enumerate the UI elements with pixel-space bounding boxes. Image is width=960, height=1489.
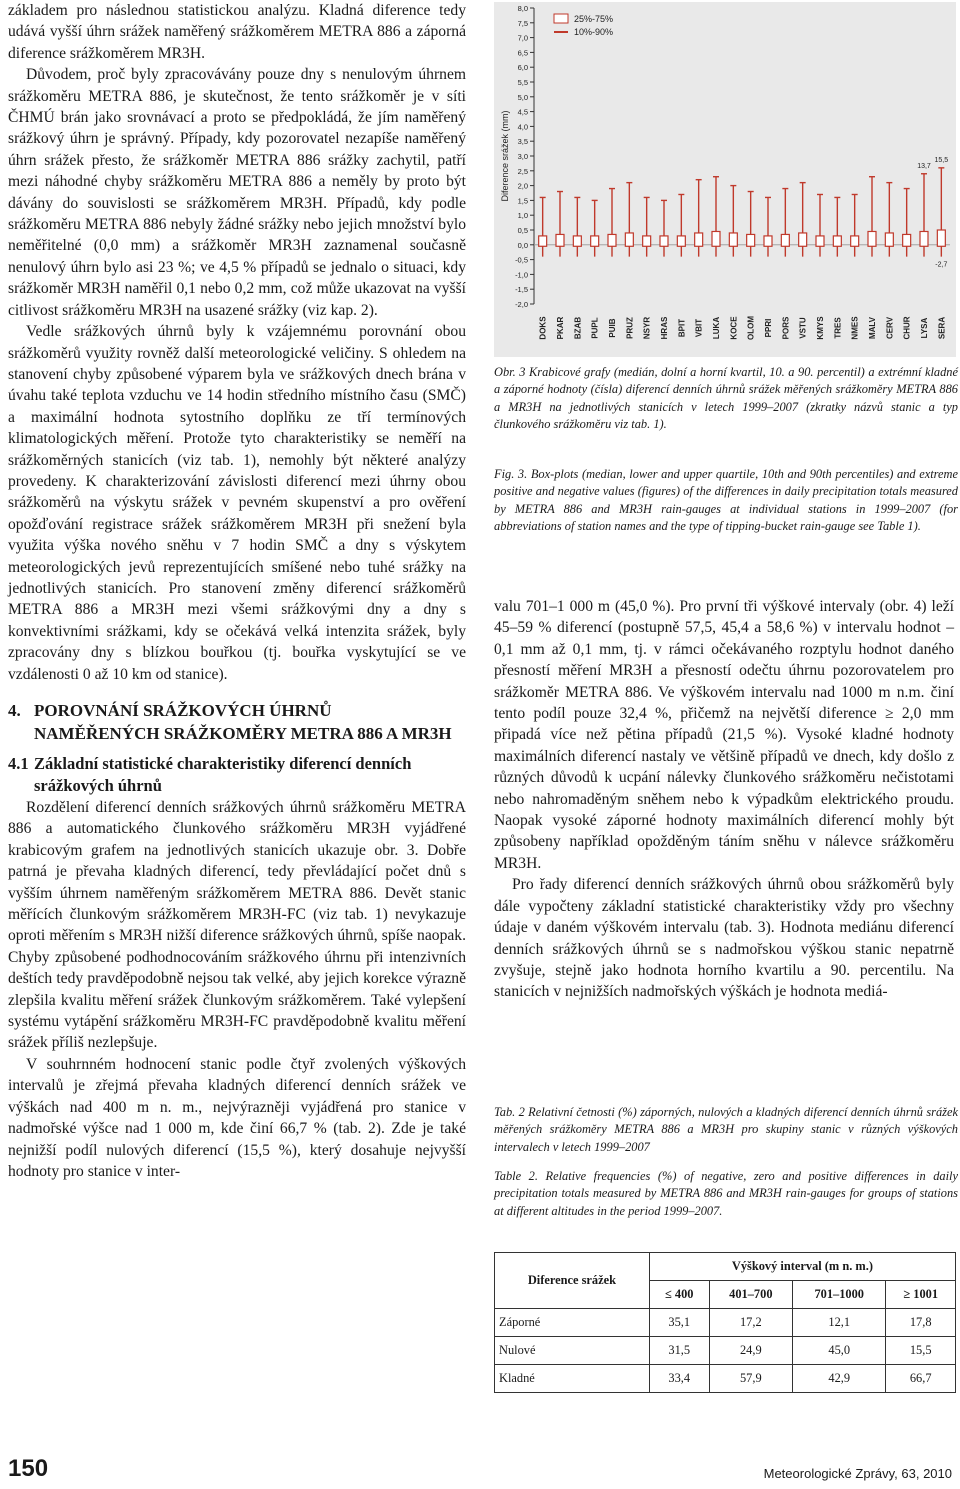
col-header: ≤ 400 <box>649 1281 709 1309</box>
col-header: 701–1000 <box>793 1281 886 1309</box>
section-number: 4. <box>8 701 21 720</box>
y-tick-label: -2,0 <box>515 300 528 309</box>
cell: 42,9 <box>793 1365 886 1393</box>
cell: 66,7 <box>886 1365 956 1393</box>
station-label: TRES <box>833 317 843 339</box>
figure-caption-en-text: Fig. 3. Box-plots (median, lower and upper quartile, 10th and 90th percentiles) and extreme positive and negative values (figures) of the differences in daily precipitation totals measured by METRA 886 and MR3H rain-gauges at individual stations in 1999–2007 (for abbreviations of station names and the type of tipping-bucket rain-gauge see Table 1). <box>494 467 958 534</box>
col-header: ≥ 1001 <box>886 1281 956 1309</box>
cell: 57,9 <box>709 1365 792 1393</box>
y-tick-label: 3,5 <box>517 137 528 147</box>
box <box>677 236 685 246</box>
y-tick-label: 1,5 <box>517 196 528 206</box>
y-tick-label: -1,0 <box>515 270 528 280</box>
box <box>729 233 737 246</box>
box <box>660 236 668 246</box>
box <box>764 236 772 246</box>
box <box>816 236 824 246</box>
y-tick-label: 5,5 <box>517 78 528 87</box>
y-tick-label: 1,0 <box>517 211 528 221</box>
min-value-label: -2,7 <box>935 261 948 269</box>
legend-label: 10%-90% <box>574 27 614 37</box>
y-tick-label: 4,5 <box>517 107 528 117</box>
station-label: BPIT <box>677 318 687 338</box>
y-tick-label: 3,0 <box>517 152 528 161</box>
right-column <box>494 596 954 1003</box>
figure-caption-en <box>494 466 958 536</box>
y-tick-label: 2,5 <box>517 166 528 176</box>
station-label: MALV <box>868 316 877 340</box>
box <box>643 236 651 246</box>
station-label: CERV <box>885 316 895 340</box>
y-axis-label: Diference srážek (mm) <box>500 110 510 202</box>
station-label: OLOM <box>746 316 756 340</box>
station-label: NMES <box>850 316 860 340</box>
box <box>695 233 703 246</box>
paragraph: valu 701–1 000 m (45,0 %). Pro první tři výškové intervaly (obr. 4) leží 45–59 % diferencí (postupně 57,5, 45,4 a 58,6 %) v intervalu hodnot –0,1 mm až 0,1 mm, tj. v rámci očekávaného rozptylu hodnot daného přesností měření MR3H a přesností odečtu úhrnu pozorovatelem pro srážkoměr METRA 886. Ve výškovém intervalu nad 1000 m n.m. činí tento podíl pouze 32,4 %, přičemž na největší diference ≥ 2,0 mm připadá více než pětina případů (21,5 %). Vysoké kladné hodnoty maximálních diferencí nastaly ve většině případů ve dnech, kdy došlo z různých důvodů k ucpání nálevky člunkového srážkoměru nečistotami nebo nahromaděným sněhem nebo k výpadkům elektrického proudu. Naopak vysoké záporné hodnoty maximálních diferencí mohly být způsobeny například opožděným táním sněhu v nálevce srážkoměru MR3H. <box>494 598 954 872</box>
box <box>747 234 755 246</box>
y-tick-label: 7,0 <box>517 33 528 43</box>
station-label: NSYR <box>642 316 652 340</box>
cell: 45,0 <box>793 1337 886 1365</box>
box <box>539 236 547 246</box>
page-number: 150 <box>8 1455 49 1482</box>
row-label: Kladné <box>495 1365 650 1393</box>
table-caption-cz <box>494 1104 958 1156</box>
journal-name: Meteorologické Zprávy, 63, 2010 <box>763 1466 952 1481</box>
station-label: KMYS <box>816 316 825 340</box>
cell: 12,1 <box>793 1309 886 1337</box>
station-label: VBIT <box>694 318 704 338</box>
station-label: PRUZ <box>625 317 635 339</box>
station-label: PUIB <box>608 318 617 338</box>
box <box>833 236 841 246</box>
paragraph: Pro řady diferencí denních srážkových úhrnů obou srážkoměrů byly dále vypočteny základní statistické charakteristiky vždy pro všechny údaje v daném výškovém intervalu (tab. 3). Hodnota mediánu diferencí denních srážkových úhrnů se s nadmořskou výškou stanic nepatrně zvyšuje, stejně jako hodnota horního kvartilu a 90. percentilu. Na stanicích v nejnižších nadmořských výškách je hodnota mediá- <box>494 876 954 1001</box>
y-tick-label: 6,0 <box>517 63 528 73</box>
subsection-heading <box>8 753 466 797</box>
legend-label: 25%-75% <box>574 14 614 24</box>
box <box>573 236 581 246</box>
box <box>591 236 599 246</box>
y-tick-label: 8,0 <box>517 4 528 13</box>
max-value-label: 15,5 <box>934 156 949 164</box>
y-tick-label: 4,0 <box>517 122 528 132</box>
station-label: DOKS <box>538 316 548 340</box>
cell: 17,8 <box>886 1309 956 1337</box>
figure-caption-cz-text: Obr. 3 Krabicové grafy (medián, dolní a horní kvartil, 10. a 90. percentil) a extrémní kladné a záporné hodnoty (čísla) diferencí denních úhrnů srážek měřených srážkoměry METRA 886 a MR3H na jednotlivých stanicích v letech 1999–2007 (zkratky názvů stanic a typ člunkového srážkoměru viz tab. 1). <box>494 365 958 432</box>
box <box>608 234 616 246</box>
station-label: CHUR <box>902 316 912 340</box>
station-label: PUPL <box>590 317 600 339</box>
row-label: Záporné <box>495 1309 650 1337</box>
chart-background <box>494 2 956 357</box>
station-label: PORS <box>781 316 791 340</box>
y-tick-label: 7,5 <box>517 18 528 28</box>
subsection-number: 4.1 <box>8 754 29 773</box>
paragraph: Rozdělení diferencí denních srážkových úhrnů srážkoměru METRA 886 a automatického člunkového srážkoměru MR3H vyjádřené krabicovým grafem na jednotlivých stanicích ukazuje obr. 3. Dobře patrná je převaha kladných diferencí, tedy převládající počet dnů s vyšším úhrnem naměřeným srážkoměrem METRA 886. Devět stanic měřících člunkovým srážkoměrem MR3H-FC (viz tab. 1) nevykazuje oproti měřením s MR3H nižší diference srážkových úhrnů, spíše naopak. Chyby způsobené podhodnocováním srážkového úhrnu při intenzivních deštích tedy pravděpodobně nejsou tak velké, aby jejich korekce výrazně zlepšila kvalitu měření srážek člunkovým srážkoměrem. Také vylepšení systému vytápění srážkoměru MR3H-FC pravděpodobně kvalitu měření srážek příliš nezlepšuje. <box>8 799 466 1052</box>
section-title: POROVNÁNÍ SRÁŽKOVÝCH ÚHRNŮ NAMĚŘENÝCH SRÁŽKOMĚRY METRA 886 A MR3H <box>34 701 452 743</box>
table-caption-en <box>494 1168 958 1220</box>
group-header: Výškový interval (m n. m.) <box>649 1253 955 1281</box>
figure-caption-cz <box>494 364 958 434</box>
box <box>903 234 911 246</box>
left-column <box>8 0 466 1182</box>
table-row <box>495 1365 956 1393</box>
box <box>937 230 945 246</box>
station-label: KOCE <box>729 316 739 340</box>
subsection-title: Základní statistické charakteristiky diferencí denních srážkových úhrnů <box>34 754 412 795</box>
box <box>868 231 876 246</box>
paragraph: V souhrnném hodnocení stanic podle čtyř zvolených výškových intervalů je zřejmá převaha kladných diferencí denních srážek ve výškách nad 400 m n. m., nejvýrazněji vyjádřená pro stanice v nadmořské výšce nad 1 000 m, kde činí 66,7 % (tab. 2). Zde je také nejnižší podíl nulových diferencí (15,5 %), který dosahuje nejvyšší hodnoty pro stanice v inter- <box>8 1055 466 1180</box>
legend-box <box>554 14 568 23</box>
table-caption-cz-text: Tab. 2 Relativní četnosti (%) záporných, nulových a kladných diferencí denních úhrnů srážek měřených srážkoměry METRA 886 a MR3H pro skupiny stanic v různých výškových intervalech v letech 1999–2007 <box>494 1105 958 1154</box>
cell: 31,5 <box>649 1337 709 1365</box>
col-header: 401–700 <box>709 1281 792 1309</box>
y-tick-label: 0,5 <box>517 226 528 235</box>
y-tick-label: 6,5 <box>517 48 528 58</box>
y-tick-label: -0,5 <box>515 255 528 265</box>
box <box>851 236 859 246</box>
row-label: Nulové <box>495 1337 650 1365</box>
station-label: PPRI <box>764 318 773 338</box>
box <box>799 233 807 246</box>
box <box>712 231 720 246</box>
box <box>556 234 564 246</box>
station-label: LUKA <box>712 316 721 340</box>
row-header: Diference srážek <box>495 1253 650 1309</box>
y-tick-label: 0,0 <box>517 240 528 250</box>
paragraph: Vedle srážkových úhrnů byly k vzájemnému porovnání obou srážkoměrů využity rovněž další meteorologické veličiny. S ohledem na stanovení chyby způsobené výparem byla ve srážkových dnech brána v úvahu také teplota vzduchu ve 14 hodin středního místního času (SMČ) a maximální hodnota sytostního doplňku ze tří termínových klimatologických měření. Protože tyto charakteristiky se neměří na srážkoměrných stanicích (viz tab. 1), nemohly být některé analýzy provedeny. K charakterizování závislosti diferencí mezi úhrny obou srážkoměrů na výskytu srážek v pevném skupenství a pro ověření opožďování registrace srážek srážkoměrem MR3H při snežení byla využita výška nového sněhu v 7 hodin SMČ a dny s výskytem meteorologických jevů reprezentujících smíšené nebo tuhé srážky na jednotlivých stanicích. Pro stanovení změny diferencí srážkoměrů METRA 886 a MR3H mezi všemi srážkovými dny a dny s konvektivními srážkami, kdy se očekává velká intenzita srážek, byly zpracovány dny s blízkou bouřkou (tj. bouřka vyskytující se ve vzdálenosti 0 až 10 km od stanice). <box>8 323 466 683</box>
box <box>625 233 633 246</box>
cell: 24,9 <box>709 1337 792 1365</box>
cell: 35,1 <box>649 1309 709 1337</box>
box <box>920 231 928 246</box>
box <box>781 234 789 246</box>
table-row <box>495 1309 956 1337</box>
station-label: BZAB <box>573 316 583 340</box>
table-caption-en-text: Table 2. Relative frequencies (%) of negative, zero and positive differences in daily precipitation totals measured by METRA 886 and MR3H rain-gauges for groups of stations at different altitudes in the period 1999–2007. <box>494 1169 958 1218</box>
box <box>885 233 893 246</box>
station-label: PKAR <box>556 316 565 340</box>
paragraph: základem pro následnou statistickou analýzu. Kladná diference tedy udává vyšší úhrn srážek naměřený srážkoměrem METRA 886 a záporná diference srážkoměrem MR3H. <box>8 2 466 62</box>
table-row <box>495 1337 956 1365</box>
station-label: VSTU <box>798 317 808 339</box>
max-value-label: 13,7 <box>917 162 931 170</box>
y-tick-label: 5,0 <box>517 92 528 102</box>
station-label: HRAS <box>660 316 669 340</box>
y-tick-label: -1,5 <box>515 285 528 295</box>
frequency-table <box>494 1252 956 1393</box>
cell: 17,2 <box>709 1309 792 1337</box>
cell: 15,5 <box>886 1337 956 1365</box>
y-tick-label: 2,0 <box>517 181 528 191</box>
section-heading <box>8 699 466 745</box>
paragraph: Důvodem, proč byly zpracovávány pouze dny s nenulovým úhrnem srážkoměru METRA 886, je skutečnost, že tento srážkoměr je v síti ČHMÚ brán jako srovnávací a proto se předpokládá, že jím naměřený srážkový úhrn je správný. Případy, kdy pozorovatel nezapíše naměřený úhrn srážek přesto, že srážkoměr METRA 886 srážky zachytil, patří mezi náhodné chyby srážkoměru METRA 886 a neměly by proto být dávány do souvislosti se srážkoměrem MR3H. Případů, kdy podle srážkoměru METRA 886 nebyly žádné srážky nebo jejich množství bylo neměřitelné (0,0 mm) a srážkoměr MR3H zaznamenal současně nenulový úhrn bylo asi 23 %; ve 4,5 % případů se jednalo o situaci, kdy srážkoměr MR3H naměřil 0,1 nebo 0,2 mm, což může ukazovat na vyšší citlivost srážkoměru MR3H na usazené srážky (viz kap. 2). <box>8 66 466 319</box>
cell: 33,4 <box>649 1365 709 1393</box>
station-label: LYSA <box>920 317 929 339</box>
station-label: SERA <box>937 316 947 340</box>
box-plot-chart <box>494 2 956 357</box>
